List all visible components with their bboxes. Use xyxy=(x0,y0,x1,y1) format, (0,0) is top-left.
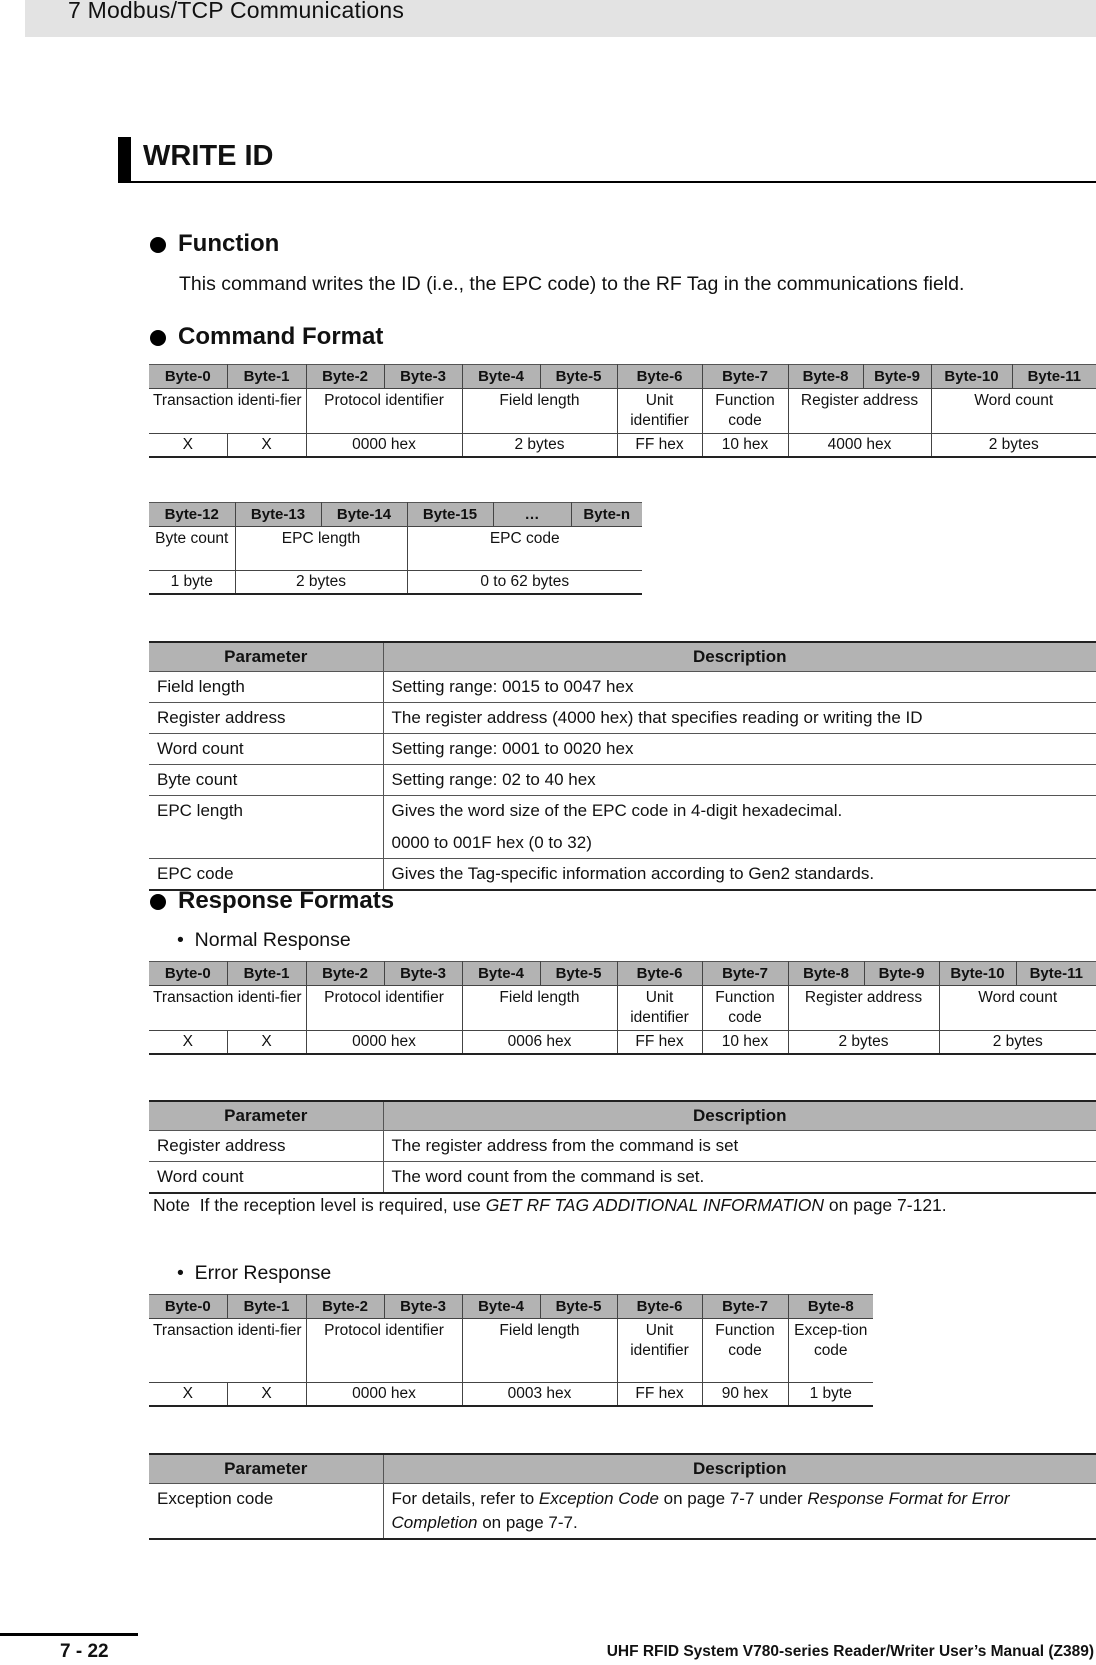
byte-label: Byte-15 xyxy=(407,503,493,527)
normal-response-label: • Normal Response xyxy=(177,929,351,951)
field-name: Field length xyxy=(462,389,617,434)
byte-label: Byte-2 xyxy=(306,1295,384,1319)
byte-label: Byte-11 xyxy=(1016,962,1096,986)
byte-label: … xyxy=(493,503,571,527)
table-row xyxy=(149,796,1096,859)
field-name: Function code xyxy=(702,389,788,434)
byte-label: Byte-4 xyxy=(462,962,540,986)
field-value: X xyxy=(227,1031,306,1055)
field-value: 1 byte xyxy=(149,571,235,595)
table-row xyxy=(149,1131,1096,1162)
param-name: Word count xyxy=(149,734,383,765)
desc-ref: Response Format for Error Completion xyxy=(391,1489,1010,1532)
note-text xyxy=(153,1195,947,1216)
field-name: Protocol identifier xyxy=(306,1319,462,1383)
field-value: 4000 hex xyxy=(788,434,931,458)
table-row xyxy=(149,672,1096,703)
byte-label: Byte-10 xyxy=(931,365,1012,389)
byte-label: Byte-14 xyxy=(321,503,407,527)
byte-label: Byte-3 xyxy=(384,365,462,389)
param-desc-line: Gives the word size of the EPC code in 4-digit hexadecimal. xyxy=(391,801,843,820)
byte-label: Byte-3 xyxy=(384,962,462,986)
error-response-text: Error Response xyxy=(194,1262,332,1284)
field-name: Transaction identi-fier xyxy=(149,986,306,1031)
field-value: 0006 hex xyxy=(462,1031,617,1055)
param-desc: The register address from the command is set xyxy=(383,1131,1096,1162)
param-column-header: Parameter xyxy=(149,642,383,672)
normal-response-text: Normal Response xyxy=(194,929,351,951)
table-row xyxy=(149,734,1096,765)
normal-response-parameter-table xyxy=(149,1100,1096,1194)
table-row xyxy=(149,703,1096,734)
param-desc: Gives the Tag-specific information according to Gen2 standards. xyxy=(383,859,1096,891)
param-name: Word count xyxy=(149,1162,383,1194)
param-name: EPC length xyxy=(149,796,383,859)
table-row xyxy=(149,765,1096,796)
field-value: X xyxy=(149,1383,227,1407)
byte-label: Byte-7 xyxy=(702,1295,788,1319)
byte-label: Byte-1 xyxy=(227,962,306,986)
byte-label: Byte-2 xyxy=(306,365,384,389)
field-name: Register address xyxy=(788,986,939,1031)
command-byte-table xyxy=(149,364,1096,458)
page-number: 7 - 22 xyxy=(60,1641,109,1662)
field-value: 2 bytes xyxy=(788,1031,939,1055)
field-value: X xyxy=(149,1031,227,1055)
byte-label: Byte-4 xyxy=(462,365,540,389)
field-name: Function code xyxy=(702,986,788,1031)
param-desc xyxy=(383,796,1096,859)
note-prefix: Note If the reception level is required, use xyxy=(153,1195,486,1215)
field-value: 1 byte xyxy=(788,1383,873,1407)
bullet-icon xyxy=(150,237,166,253)
error-response-label: • Error Response xyxy=(177,1262,332,1284)
byte-label: Byte-1 xyxy=(227,1295,306,1319)
field-name: Word count xyxy=(931,389,1096,434)
byte-label: Byte-9 xyxy=(863,365,931,389)
field-name: Excep-tion code xyxy=(788,1319,873,1383)
bullet-icon xyxy=(150,330,166,346)
field-value: 2 bytes xyxy=(939,1031,1096,1055)
desc-ref: Exception Code xyxy=(538,1489,659,1508)
byte-label: Byte-10 xyxy=(939,962,1016,986)
footer-rule xyxy=(0,1633,138,1636)
field-value: 2 bytes xyxy=(462,434,617,458)
byte-label: Byte-3 xyxy=(384,1295,462,1319)
field-name: Transaction identi-fier xyxy=(149,389,306,434)
function-text: This command writes the ID (i.e., the EPC code) to the RF Tag in the communications field. xyxy=(179,273,965,295)
field-name: EPC code xyxy=(407,527,642,571)
param-column-header: Parameter xyxy=(149,1454,383,1484)
field-name: Byte count xyxy=(149,527,235,571)
field-name: Protocol identifier xyxy=(306,389,462,434)
param-desc: The register address (4000 hex) that specifies reading or writing the ID xyxy=(383,703,1096,734)
field-value: X xyxy=(149,434,227,458)
section-underline xyxy=(118,181,1096,183)
table-row xyxy=(149,859,1096,891)
section-title: WRITE ID xyxy=(143,140,274,172)
byte-label: Byte-7 xyxy=(702,962,788,986)
byte-label: Byte-6 xyxy=(617,365,702,389)
byte-label: Byte-12 xyxy=(149,503,235,527)
param-name: EPC code xyxy=(149,859,383,891)
field-value: FF hex xyxy=(617,1383,702,1407)
command-parameter-table xyxy=(149,641,1096,891)
function-heading: Function xyxy=(178,230,280,257)
field-name: Function code xyxy=(702,1319,788,1383)
param-name: Register address xyxy=(149,1131,383,1162)
field-value: 0000 hex xyxy=(306,434,462,458)
byte-label: Byte-n xyxy=(571,503,642,527)
field-value: 0000 hex xyxy=(306,1031,462,1055)
desc-text: on page 7-7 under xyxy=(658,1489,808,1508)
param-desc: Setting range: 0015 to 0047 hex xyxy=(383,672,1096,703)
param-desc-line: 0000 to 001F hex (0 to 32) xyxy=(391,833,592,852)
table-row xyxy=(149,1162,1096,1194)
field-value: X xyxy=(227,1383,306,1407)
byte-label: Byte-6 xyxy=(617,1295,702,1319)
byte-label: Byte-8 xyxy=(788,365,863,389)
description-column-header: Description xyxy=(383,1101,1096,1131)
param-name: Byte count xyxy=(149,765,383,796)
table-row xyxy=(149,1484,1096,1540)
byte-label: Byte-7 xyxy=(702,365,788,389)
field-name: Unit identifier xyxy=(617,389,702,434)
field-value: FF hex xyxy=(617,434,702,458)
description-column-header: Description xyxy=(383,642,1096,672)
field-name: EPC length xyxy=(235,527,407,571)
byte-label: Byte-4 xyxy=(462,1295,540,1319)
byte-label: Byte-11 xyxy=(1012,365,1096,389)
description-column-header: Description xyxy=(383,1454,1096,1484)
param-desc xyxy=(383,1484,1096,1540)
byte-label: Byte-8 xyxy=(788,1295,873,1319)
param-desc: Setting range: 02 to 40 hex xyxy=(383,765,1096,796)
byte-label: Byte-13 xyxy=(235,503,321,527)
byte-label: Byte-0 xyxy=(149,365,227,389)
bullet-icon xyxy=(150,894,166,910)
byte-label: Byte-6 xyxy=(617,962,702,986)
error-response-parameter-table xyxy=(149,1453,1096,1540)
param-desc: Setting range: 0001 to 0020 hex xyxy=(383,734,1096,765)
byte-label: Byte-5 xyxy=(540,365,617,389)
field-name: Field length xyxy=(462,986,617,1031)
field-value: FF hex xyxy=(617,1031,702,1055)
byte-label: Byte-5 xyxy=(540,1295,617,1319)
field-value: 10 hex xyxy=(702,434,788,458)
field-name: Word count xyxy=(939,986,1096,1031)
field-value: X xyxy=(227,434,306,458)
chapter-title: 7 Modbus/TCP Communications xyxy=(68,0,405,23)
command-byte-table-2 xyxy=(149,502,642,595)
field-name: Unit identifier xyxy=(617,986,702,1031)
field-name: Protocol identifier xyxy=(306,986,462,1031)
param-name: Exception code xyxy=(149,1484,383,1540)
field-value: 2 bytes xyxy=(931,434,1096,458)
byte-label: Byte-0 xyxy=(149,962,227,986)
manual-title: UHF RFID System V780-series Reader/Writer User’s Manual (Z389) xyxy=(606,1643,1094,1660)
section-marker xyxy=(118,137,131,183)
param-name: Field length xyxy=(149,672,383,703)
desc-text: For details, refer to xyxy=(391,1489,539,1508)
byte-label: Byte-9 xyxy=(864,962,939,986)
param-desc: The word count from the command is set. xyxy=(383,1162,1096,1194)
byte-label: Byte-5 xyxy=(540,962,617,986)
field-value: 0000 hex xyxy=(306,1383,462,1407)
param-column-header: Parameter xyxy=(149,1101,383,1131)
byte-label: Byte-0 xyxy=(149,1295,227,1319)
field-name: Transaction identi-fier xyxy=(149,1319,306,1383)
note-link-title: GET RF TAG ADDITIONAL INFORMATION xyxy=(485,1195,825,1215)
field-value: 90 hex xyxy=(702,1383,788,1407)
desc-text: on page 7-7. xyxy=(477,1513,578,1532)
field-value: 2 bytes xyxy=(235,571,407,595)
field-value: 0003 hex xyxy=(462,1383,617,1407)
field-value: 0 to 62 bytes xyxy=(407,571,642,595)
command-format-heading: Command Format xyxy=(178,323,384,350)
field-value: 10 hex xyxy=(702,1031,788,1055)
byte-label: Byte-2 xyxy=(306,962,384,986)
byte-label: Byte-8 xyxy=(788,962,864,986)
field-name: Unit identifier xyxy=(617,1319,702,1383)
response-formats-heading: Response Formats xyxy=(178,887,395,914)
note-suffix: on page 7-121. xyxy=(824,1195,947,1215)
byte-label: Byte-1 xyxy=(227,365,306,389)
field-name: Field length xyxy=(462,1319,617,1383)
error-response-byte-table xyxy=(149,1294,873,1407)
normal-response-byte-table xyxy=(149,961,1096,1055)
field-name: Register address xyxy=(788,389,931,434)
param-name: Register address xyxy=(149,703,383,734)
